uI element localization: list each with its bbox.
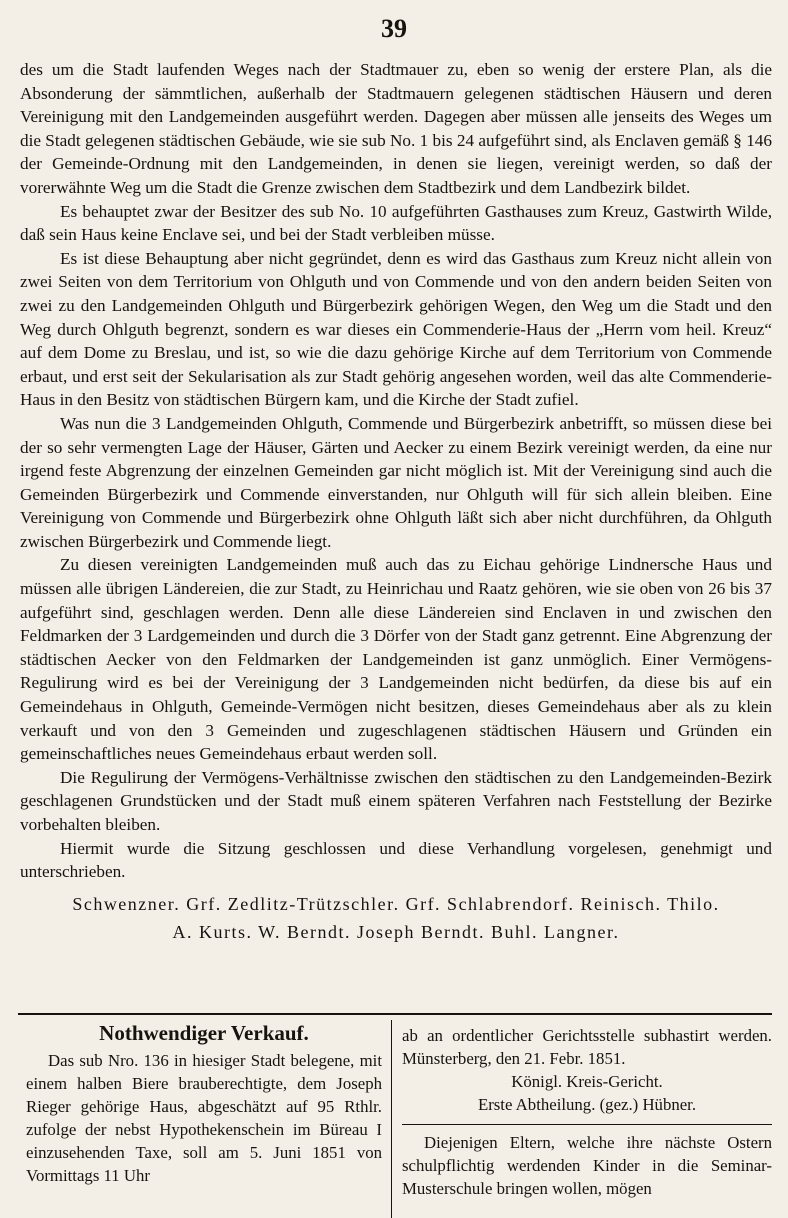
paragraph: Zu diesen vereinigten Landgemeinden muß auch das zu Eichau gehörige Lindnersche Haus und müssen alle übrigen Ländereien, die zur Stadt, zu Heinrichau und Raatz gehören, wie sie oben von 26 bis 37 aufgeführt sind, geschlagen werden. Denn alle diese Ländereien sind Enclaven in und zwischen den Feldmarken der 3 Lardgemeinden und durch die 3 Dörfer von der Stadt ganz getrennt. Eine Abgrenzung der städtischen Aecker von den Feldmarken der Landgemeinden ist ganz unmöglich. Einer Vermögens-Regulirung wird es bei der Vereinigung der 3 Landgemeinden nicht bedürfen, da diese bis auf ein Gemeindehaus in Ohlguth, Gemeinde-Vermögen nicht besitzen, dieses Gemeindehaus aber als zu klein verkauft und von den 3 Gemeinden und zugeschlagenen städtischen Häusern und Gründen ein gemeinschaftliches neues Gemeindehaus erbaut werden soll. [20,555,772,764]
notice-text: Das sub Nro. 136 in hiesiger Stadt belegene, mit einem halben Biere brauberechtigte, dem Joseph Rieger gehörige Haus, abgeschätzt auf 95 Rthlr. zufolge der nebst Hypothekenschein im Büreau I einzusehenden Taxe, soll am 5. Juni 1851 von Vormittags 11 Uhr [26,1051,382,1185]
paragraph: Es ist diese Behauptung aber nicht gegründet, denn es wird das Gasthaus zum Kreuz nicht allein von zwei Seiten von dem Territorium von Ohlguth und von Commende und von den andern beiden Seiten von zwei zu den Landgemeinden Ohlguth und Bürgerbezirk gehörigen Wegen, den Weg um die Stadt und den Weg durch Ohlguth begrenzt, sondern es war dieses ein Commenderie-Haus der „Herrn vom heil. Kreuz“ auf dem Dome zu Breslau, und ist, so wie die dazu gehörige Kirche auf dem Territorium von Commende erbaut, und erst seit der Sekularisation als zur Stadt gehörig angesehen worden, weil das alte Commenderie-Haus in den Besitz von städtischen Bürgern kam, und die Kirche der Stadt zufiel. [20,248,772,410]
paragraph: Hiermit wurde die Sitzung geschlossen und diese Verhandlung vorgelesen, genehmigt und unterschrieben. [20,838,772,882]
signatures [20,890,772,946]
signature-line: Schwenzner. Grf. Zedlitz-Trützschler. Grf. Schlabrendorf. Reinisch. Thilo. [72,893,720,914]
notice-title: Nothwendiger Verkauf. [99,1021,309,1045]
notice-court: Königl. Kreis-Gericht. [511,1072,663,1091]
sale-notice [26,1022,382,1187]
paragraph: des um die Stadt laufenden Weges nach der Stadtmauer zu, eben so wenig der erstere Plan, als die Absonderung der sämmtlichen, außerhalb der Stadtmauern gelegenen städtischen Häusern und deren Vereinigung mit den Landgemeinden ausgeführt werden. Dagegen aber müssen alle jenseits des Weges um die Stadt gelegenen städtischen Gebäude, wie sie sub No. 1 bis 24 aufgeführt sind, als Enclaven gemäß § 146 der Gemeinde-Ordnung mit den Landgemeinden, in denen sie liegen, vereinigt werden, so daß der vorerwähnte Weg um die Stadt die Grenze zwischen dem Stadtbezirk und dem Landbezirk bildet. [20,60,772,197]
signature-line: A. Kurts. W. Berndt. Joseph Berndt. Buhl. Langner. [172,921,620,942]
protocol-text [20,58,772,946]
notice-department: Erste Abtheilung. (gez.) Hübner. [477,1095,697,1114]
paragraph: Die Regulirung der Vermögens-Verhältnisse zwischen den städtischen zu den Landgemeinden-Bezirk geschlagenen Grundstücken und der Stadt muß einem späteren Verfahren nach Feststellung der Bezirke vorbehalten bleiben. [20,767,772,834]
school-notice-text: Diejenigen Eltern, welche ihre nächste Ostern schulpflichtig werdenden Kinder in die Seminar-Musterschule bringen wollen, mögen [402,1133,772,1198]
column-divider [391,1020,392,1218]
sale-notice-continued [402,1024,772,1200]
notice-continuation: ab an ordentlicher Gerichtsstelle subhastirt werden. Münsterberg, den 21. Febr. 1851. [402,1026,772,1068]
paragraph: Was nun die 3 Landgemeinden Ohlguth, Commende und Bürgerbezirk anbetrifft, so müssen diese bei der so sehr vermengten Lage der Häuser, Gärten und Aecker zu einem Bezirk vereinigt werden, da eine nur irgend feste Abgrenzung der einzelnen Gemeinden gar nicht möglich ist. Mit der Vereinigung sind auch die Gemeinden Bürgerbezirk und Commende einverstanden, nur Ohlguth will für sich allein bleiben. Eine Vereinigung von Commende und Bürgerbezirk ohne Ohlguth läßt sich aber nicht durchführen, da Ohlguth zwischen Bürgerbezirk und Commende liegt. [20,413,772,551]
notice-divider [402,1124,772,1125]
paragraph: Es behauptet zwar der Besitzer des sub No. 10 aufgeführten Gasthauses zum Kreuz, Gastwirth Wilde, daß sein Haus keine Enclave sei, und bei der Stadt verbleiben müsse. [20,201,772,245]
section-divider [18,1013,772,1015]
page-number: 39 [381,14,407,43]
